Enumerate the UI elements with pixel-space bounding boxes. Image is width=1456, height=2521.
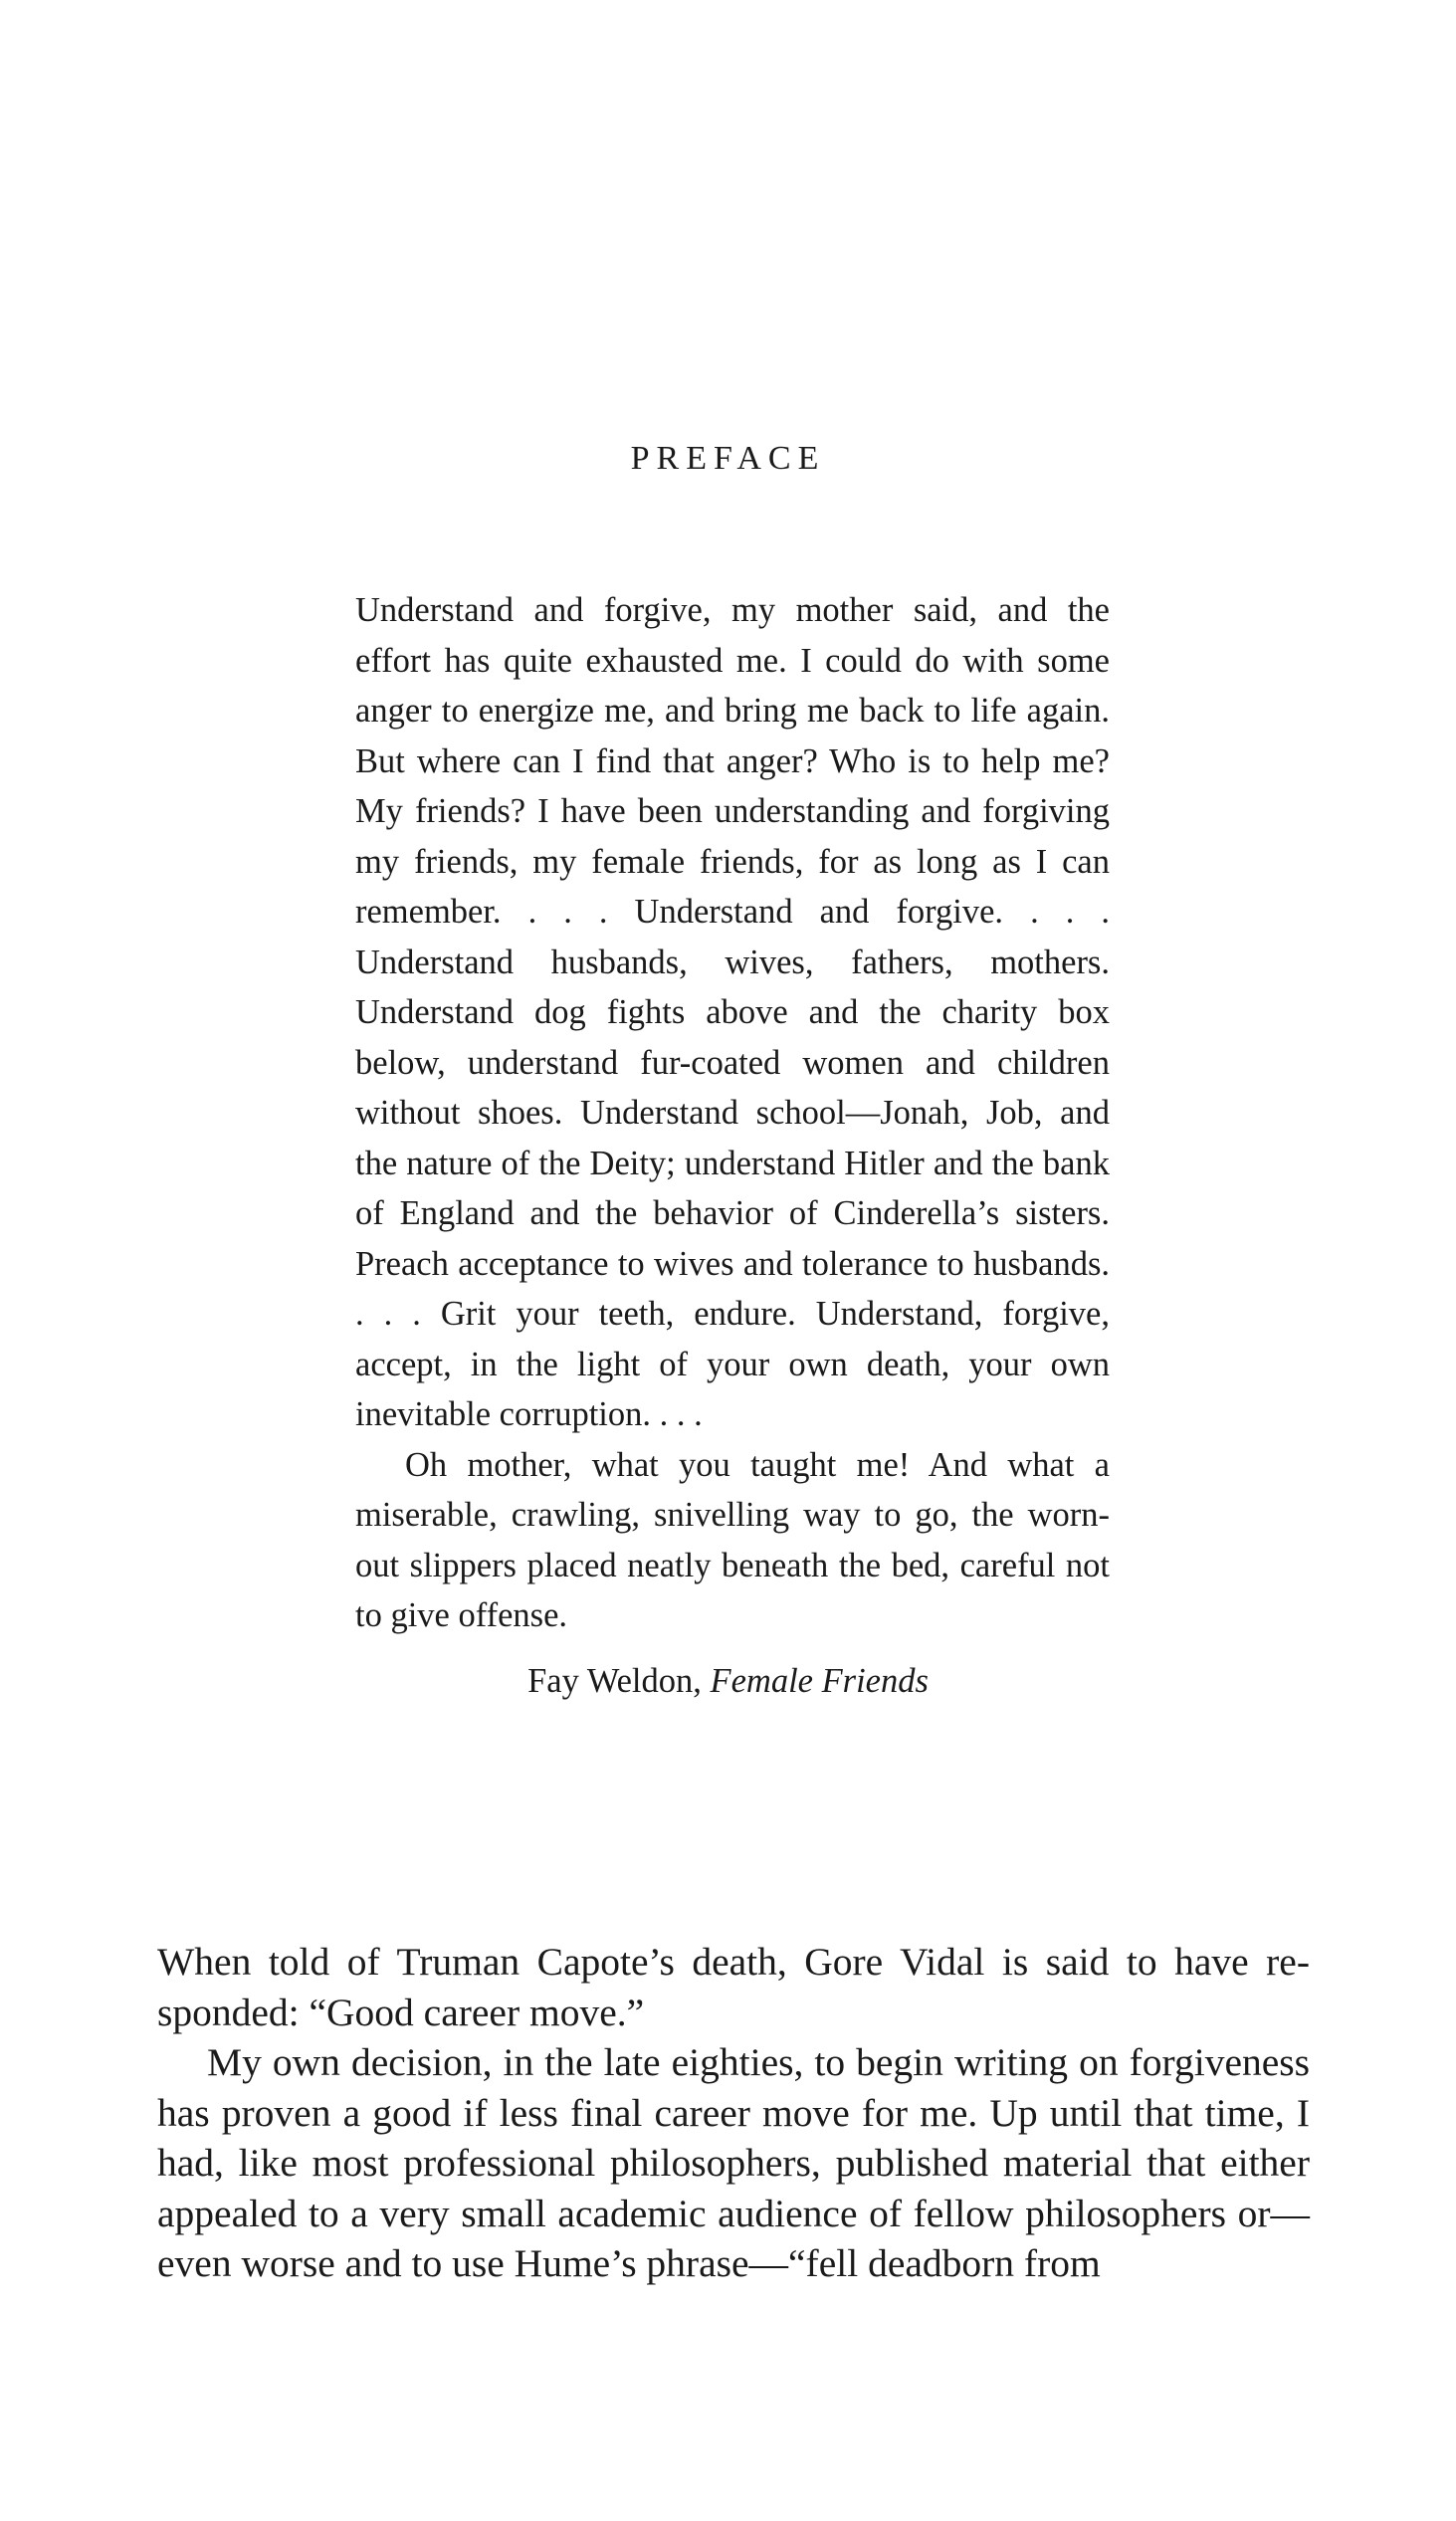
epigraph-block (355, 585, 1110, 1641)
body-paragraph: My own decision, in the late eighties, to begin writing on forgiveness has proven a good if less final career move for me. Up until that time, I had, like most professional philosophers, published material that either appealed to a very small academic audience of fellow philosophers or—even worse and to use Hume’s phrase—“fell deadborn from (157, 2040, 1310, 2285)
attribution-work-title: Female Friends (710, 1662, 929, 1700)
body-text (157, 1937, 1310, 2289)
epigraph-paragraph: Oh mother, what you taught me! And what a miserable, crawling, snivelling way to go, the worn-out slippers placed neatly beneath the bed, careful not to give offense. (355, 1445, 1110, 1634)
body-paragraph: When told of Truman Capote’s death, Gore Vidal is said to have responded: “Good career move.” (157, 1940, 1310, 2034)
chapter-heading: PREFACE (630, 440, 826, 477)
epigraph-attribution (0, 1656, 1456, 1706)
epigraph-paragraph: Understand and forgive, my mother said, and the effort has quite exhausted me. I could do with some anger to energize me, and bring me back to life again. But where can I find that anger? Who is to help me? My friends? I have been understanding and forgiving my friends, my female friends, for as long as I can remember. . . . Understand and forgive. . . . Understand husbands, wives, fathers, mothers. Understand dog fights above and the charity box below, understand fur-coated women and children without shoes. Understand school—Jonah, Job, and the nature of the Deity; understand Hitler and the bank of England and the behavior of Cinderella’s sisters. Preach acceptance to wives and tolerance to husbands. . . . Grit your teeth, endure. Understand, forgive, accept, in the light of your own death, your own inevitable corruption. . . . (355, 591, 1110, 1433)
attribution-author: Fay Weldon, (527, 1662, 702, 1700)
